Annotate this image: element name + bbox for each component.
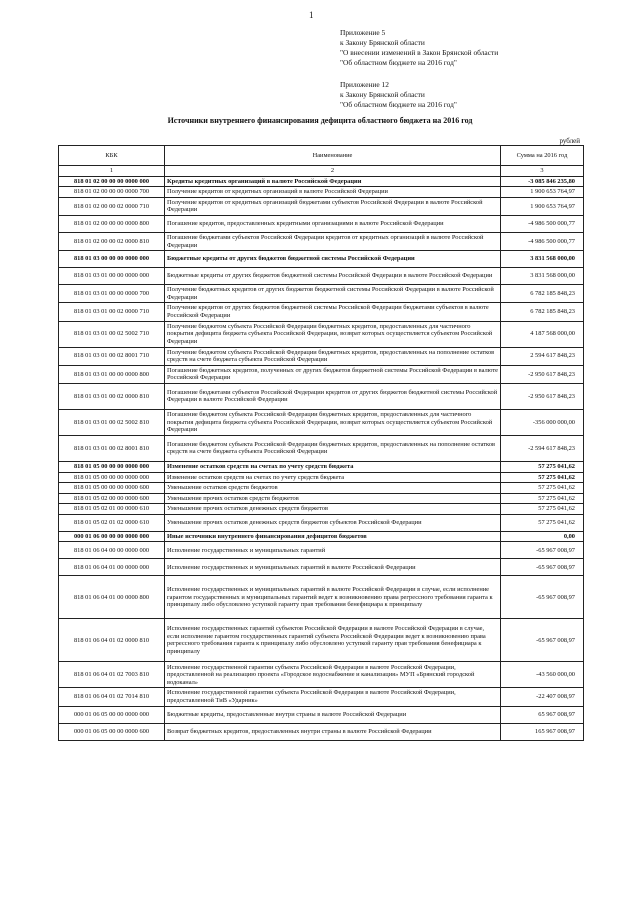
kbk-cell: 000 01 06 05 00 00 0000 600 [59,723,165,740]
table-row [59,347,584,365]
kbk-cell: 818 01 06 04 00 00 0000 000 [59,542,165,559]
table-row [59,504,584,515]
kbk-cell: 818 01 05 02 00 00 0000 600 [59,493,165,504]
appendix-5-header [340,28,498,68]
name-cell: Исполнение государственной гарантии субъекта Российской Федерации в валюте Российской Федерации, предоставленной на реализацию проекта «Городское водоснабжение и канализация» МУП «Брянский городской водоканал» [165,662,501,688]
kbk-cell: 818 01 03 01 00 02 5002 710 [59,321,165,347]
kbk-cell: 818 01 06 04 01 02 7003 810 [59,662,165,688]
name-cell: Изменение остатков средств на счетах по учету средств бюджета [165,461,501,472]
appendix-12-line1: Приложение 12 [340,80,389,89]
kbk-cell: 818 01 02 00 00 02 0000 710 [59,197,165,215]
name-cell: Получение бюджетом субъекта Российской Федерации бюджетных кредитов, предоставленных для частичного покрытия дефицита бюджета субъекта Российской Федерации, возврат которых осуществляется субъектом Российской Федерации [165,321,501,347]
kbk-cell: 818 01 02 00 00 02 0000 810 [59,232,165,250]
name-cell: Уменьшение прочих остатков средств бюджетов [165,493,501,504]
name-cell: Погашение бюджетных кредитов, полученных от других бюджетов бюджетной системы Российской Федерации в валюте Российской Федерации [165,365,501,383]
sum-cell: 57 275 041,62 [501,493,584,504]
column-number-1: 1 [59,166,165,177]
table-row [59,285,584,303]
table-row [59,435,584,461]
sum-cell: -43 560 000,00 [501,662,584,688]
table-row [59,576,584,619]
table-row [59,215,584,232]
table-row [59,251,584,268]
table-row [59,559,584,576]
name-cell: Уменьшение прочих остатков денежных средств бюджетов [165,504,501,515]
table-row [59,493,584,504]
table-row [59,321,584,347]
name-cell: Погашение бюджетами субъектов Российской Федерации кредитов от других бюджетов бюджетной системы Российской Федерации в валюте Российской Федерации [165,383,501,409]
kbk-cell: 818 01 05 00 00 00 0000 000 [59,472,165,483]
name-cell: Кредиты кредитных организаций в валюте Российской Федерации [165,176,501,187]
kbk-cell: 818 01 03 01 00 00 0000 000 [59,268,165,285]
table-row [59,461,584,472]
appendix-5-line4: "Об областном бюджете на 2016 год" [340,58,457,67]
name-cell: Исполнение государственных и муниципальных гарантий [165,542,501,559]
appendix-12-header [340,80,457,110]
name-cell: Исполнение государственных и муниципальных гарантий в валюте Российской Федерации [165,559,501,576]
sum-cell: 6 782 185 848,23 [501,285,584,303]
kbk-cell: 000 01 06 05 00 00 0000 000 [59,706,165,723]
name-cell: Погашение бюджетом субъекта Российской Федерации бюджетных кредитов, предоставленных на пополнение остатков средств на счете бюджета субъекта Российской Федерации [165,435,501,461]
header-kbk: КБК [59,146,165,166]
table-body [59,176,584,740]
sum-cell: -65 967 008,97 [501,619,584,662]
appendix-5-line1: Приложение 5 [340,28,386,37]
kbk-cell: 000 01 06 00 00 00 0000 000 [59,531,165,542]
table-row [59,688,584,706]
name-cell: Погашение кредитов, предоставленных кредитными организациями в валюте Российской Федерации [165,215,501,232]
kbk-cell: 818 01 02 00 00 00 0000 000 [59,176,165,187]
sum-cell: -65 967 008,97 [501,576,584,619]
kbk-cell: 818 01 06 04 01 02 7014 810 [59,688,165,706]
kbk-cell: 818 01 03 01 00 02 5002 810 [59,409,165,435]
sum-cell: 3 831 568 000,00 [501,268,584,285]
header-sum: Сумма на 2016 год [501,146,584,166]
sum-cell: 6 782 185 848,23 [501,303,584,321]
table-row [59,542,584,559]
kbk-cell: 818 01 05 00 00 00 0000 600 [59,483,165,494]
kbk-cell: 818 01 03 01 00 00 0000 800 [59,365,165,383]
name-cell: Изменение остатков средств на счетах по учету средств бюджета [165,472,501,483]
table-row [59,197,584,215]
page-number: 1 [309,10,314,20]
name-cell: Исполнение государственных гарантий субъектов Российской Федерации в валюте Российской Федерации в случае, если исполнение гарантом государственных гарантий субъекта Российской Федерации ведет к возникновению права регрессного требования гаранта к принципалу либо обусловлено уступкой гаранту прав требования бенефициара к принципалу [165,619,501,662]
kbk-cell: 818 01 06 04 01 00 0000 800 [59,576,165,619]
table-row [59,187,584,198]
sum-cell: 1 900 653 764,97 [501,197,584,215]
column-number-2: 2 [165,166,501,177]
table-row [59,514,584,531]
table-row [59,723,584,740]
sum-cell: 0,00 [501,531,584,542]
name-cell: Исполнение государственных и муниципальных гарантий в валюте Российской Федерации в случае, если исполнение гарантом государственных и муниципальных гарантий ведет к возникновению права регрессного требования гаранта к принципалу либо обусловлено уступкой гаранту прав требования бенефициара к принципалу [165,576,501,619]
appendix-12-line2: к Закону Брянской области [340,90,425,99]
kbk-cell: 818 01 02 00 00 00 0000 800 [59,215,165,232]
table-row [59,472,584,483]
table-row [59,483,584,494]
kbk-cell: 818 01 02 00 00 00 0000 700 [59,187,165,198]
table-row [59,619,584,662]
sum-cell: -2 950 617 848,23 [501,383,584,409]
units-label: рублей [559,137,580,145]
sum-cell: 165 967 008,97 [501,723,584,740]
sum-cell: 2 594 617 848,23 [501,347,584,365]
kbk-cell: 818 01 03 01 00 02 0000 710 [59,303,165,321]
sum-cell: -4 986 500 000,77 [501,232,584,250]
column-number-3: 3 [501,166,584,177]
name-cell: Бюджетные кредиты, предоставленные внутри страны в валюте Российской Федерации [165,706,501,723]
sum-cell: 65 967 008,97 [501,706,584,723]
kbk-cell: 818 01 03 01 00 00 0000 700 [59,285,165,303]
sum-cell: 1 900 653 764,97 [501,187,584,198]
header-name: Наименование [165,146,501,166]
name-cell: Уменьшение прочих остатков денежных средств бюджетов субъектов Российской Федерации [165,514,501,531]
sum-cell: -356 000 000,00 [501,409,584,435]
name-cell: Возврат бюджетных кредитов, предоставленных внутри страны в валюте Российской Федерации [165,723,501,740]
sum-cell: 3 831 568 000,00 [501,251,584,268]
kbk-cell: 818 01 06 04 01 02 0000 810 [59,619,165,662]
kbk-cell: 818 01 05 00 00 00 0000 000 [59,461,165,472]
kbk-cell: 818 01 03 01 00 02 8001 710 [59,347,165,365]
table-row [59,268,584,285]
sum-cell: -2 950 617 848,23 [501,365,584,383]
table-row [59,383,584,409]
table-row [59,303,584,321]
financing-sources-table [58,145,584,741]
table-row [59,232,584,250]
sum-cell: -65 967 008,97 [501,542,584,559]
appendix-5-line3: "О внесении изменений в Закон Брянской области [340,48,499,57]
table-row [59,706,584,723]
sum-cell: 57 275 041,62 [501,472,584,483]
table-row [59,176,584,187]
name-cell: Получение кредитов от кредитных организаций в валюте Российской Федерации [165,187,501,198]
sum-cell: -22 407 008,97 [501,688,584,706]
kbk-cell: 818 01 03 00 00 00 0000 000 [59,251,165,268]
sum-cell: 57 275 041,62 [501,461,584,472]
appendix-12-line3: "Об областном бюджете на 2016 год" [340,100,457,109]
sum-cell: 57 275 041,62 [501,504,584,515]
name-cell: Исполнение государственной гарантии субъекта Российской Федерации в валюте Российской Федерации, предоставленной ТиВ «Ударник» [165,688,501,706]
kbk-cell: 818 01 05 02 01 02 0000 610 [59,514,165,531]
table-row [59,662,584,688]
kbk-cell: 818 01 06 04 01 00 0000 000 [59,559,165,576]
table-row [59,531,584,542]
name-cell: Бюджетные кредиты от других бюджетов бюджетной системы Российской Федерации [165,251,501,268]
sum-cell: -4 986 500 000,77 [501,215,584,232]
name-cell: Погашение бюджетом субъекта Российской Федерации бюджетных кредитов, предоставленных для частичного покрытия дефицита бюджета субъекта Российской Федерации, возврат которых осуществляется субъектом Российской Федерации [165,409,501,435]
table-row [59,365,584,383]
kbk-cell: 818 01 03 01 00 02 0000 810 [59,383,165,409]
name-cell: Погашение бюджетами субъектов Российской Федерации кредитов от кредитных организаций в валюте Российской Федерации [165,232,501,250]
appendix-5-line2: к Закону Брянской области [340,38,425,47]
table-row [59,409,584,435]
sum-cell: -3 085 846 235,80 [501,176,584,187]
name-cell: Получение кредитов от других бюджетов бюджетной системы Российской Федерации бюджетами субъектов в валюте Российской Федерации [165,303,501,321]
sum-cell: 4 187 568 000,00 [501,321,584,347]
name-cell: Получение бюджетных кредитов от других бюджетов бюджетной системы Российской Федерации в валюте Российской Федерации [165,285,501,303]
name-cell: Бюджетные кредиты от других бюджетов бюджетной системы Российской Федерации в валюте Российской Федерации [165,268,501,285]
name-cell: Уменьшение остатков средств бюджетов [165,483,501,494]
name-cell: Получение кредитов от кредитных организаций бюджетами субъектов Российской Федерации в валюте Российской Федерации [165,197,501,215]
document-title: Источники внутреннего финансирования дефицита областного бюджета на 2016 год [167,116,473,125]
sum-cell: 57 275 041,62 [501,483,584,494]
name-cell: Получение бюджетом субъекта Российской Федерации бюджетных кредитов, предоставленных на пополнение остатков средств на счете бюджета субъекта Российской Федерации [165,347,501,365]
kbk-cell: 818 01 05 02 01 00 0000 610 [59,504,165,515]
name-cell: Иные источники внутреннего финансирования дефицитов бюджетов [165,531,501,542]
kbk-cell: 818 01 03 01 00 02 8001 810 [59,435,165,461]
sum-cell: -65 967 008,97 [501,559,584,576]
sum-cell: -2 594 617 848,23 [501,435,584,461]
sum-cell: 57 275 041,62 [501,514,584,531]
